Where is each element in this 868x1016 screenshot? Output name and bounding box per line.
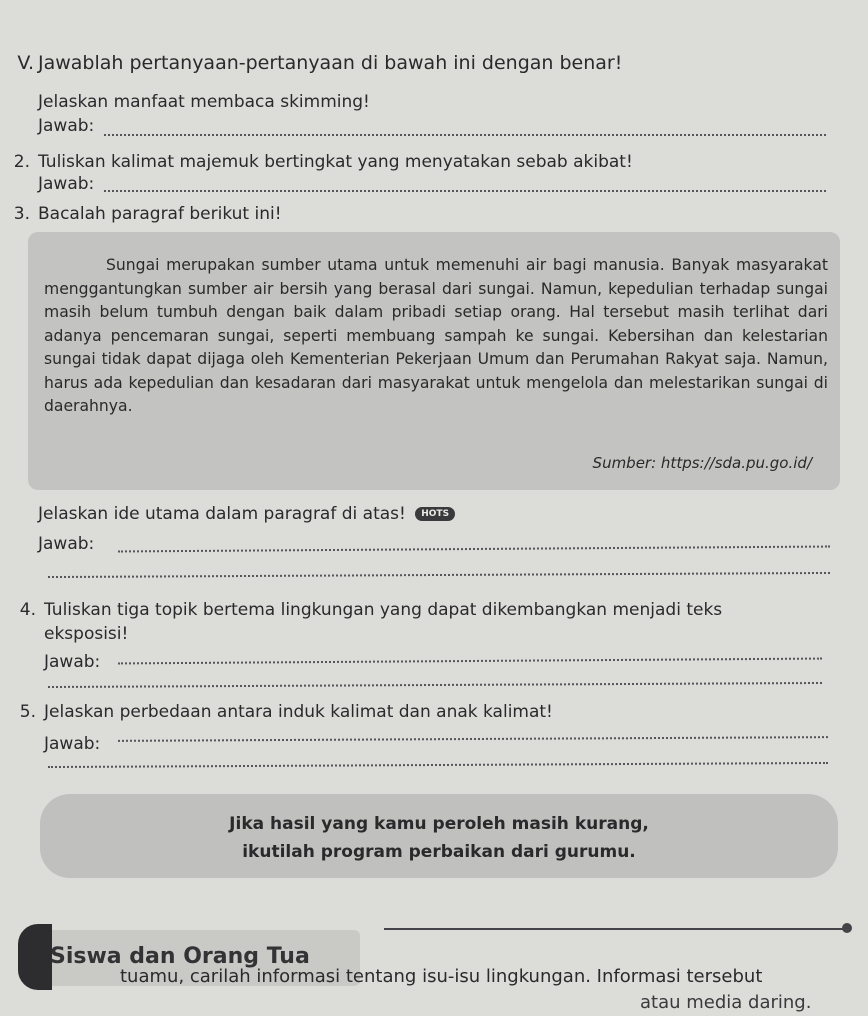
instruction-text: Jawablah pertanyaan-pertanyaan di bawah ini dengan benar! (38, 52, 623, 74)
banner-line-2: ikutilah program perbaikan dari gurumu. (242, 842, 636, 862)
bottom-text-line-2: atau media daring. (640, 992, 812, 1013)
hots-badge: HOTS (415, 507, 455, 521)
question-5-text: Jelaskan perbedaan antara induk kalimat dan anak kalimat! (44, 702, 553, 722)
question-1-answer-label: Jawab: (38, 116, 95, 136)
question-2-text: Tuliskan kalimat majemuk bertingkat yang menyatakan sebab akibat! (38, 152, 633, 172)
question-2 (13, 152, 633, 172)
question-3-answer-line-1[interactable] (118, 546, 830, 553)
bottom-text-line-1: tuamu, carilah informasi tentang isu-isu lingkungan. Informasi tersebut (120, 966, 763, 987)
question-4-answer-label: Jawab: (44, 652, 101, 672)
question-3 (13, 204, 282, 224)
question-5-answer-line-2[interactable] (48, 762, 828, 768)
question-3-followup (38, 504, 455, 524)
question-1 (38, 92, 370, 112)
section-number: V. (17, 52, 34, 74)
question-3-text: Bacalah paragraf berikut ini! (38, 204, 282, 224)
question-5-number: 5. (19, 702, 36, 722)
section-divider (384, 928, 844, 930)
question-4-answer-line-1[interactable] (118, 658, 822, 665)
question-2-answer-label: Jawab: (38, 174, 95, 194)
question-5-answer-label: Jawab: (44, 734, 101, 754)
question-4-answer-line-2[interactable] (48, 682, 822, 688)
question-5 (19, 702, 553, 722)
question-4-text-line1: Tuliskan tiga topik bertema lingkungan yang dapat dikembangkan menjadi teks (44, 600, 723, 620)
question-1-text: Jelaskan manfaat membaca skimming! (38, 92, 370, 112)
question-5-answer-line-1[interactable] (118, 736, 828, 742)
instruction-heading (0, 52, 622, 74)
question-1-answer-line[interactable] (104, 134, 826, 136)
reading-paragraph-text: Sungai merupakan sumber utama untuk memenuhi air bagi manusia. Banyak masyarakat menggantungkan sumber air bersih yang berasal dari sungai. Namun, kepedulian terhadap sungai masih belum tumbuh dengan baik dalam pribadi setiap orang. Hal tersebut masih terlihat dari adanya pencemaran sungai, seperti membuang sampah ke sungai. Kebersihan dan kelestarian sungai tidak dapat dijaga oleh Kementerian Pekerjaan Umum dan Perumahan Rakyat saja. Namun, harus ada kepedulian dan kesadaran dari masyarakat untuk mengelola dan melestarikan sungai di daerahnya. (44, 256, 828, 415)
question-2-number: 2. (13, 152, 30, 172)
question-3-followup-text: Jelaskan ide utama dalam paragraf di atas! (38, 504, 406, 524)
question-3-answer-label: Jawab: (38, 534, 95, 554)
paragraph-source: Sumber: https://sda.pu.go.id/ (592, 454, 812, 472)
section-title: Siswa dan Orang Tua (50, 944, 310, 969)
remedial-banner (40, 794, 838, 878)
question-4-text-line2: eksposisi! (44, 624, 129, 644)
question-3-number: 3. (13, 204, 30, 224)
reading-paragraph-box (28, 232, 840, 490)
question-3-answer-line-2[interactable] (48, 572, 830, 578)
banner-line-1: Jika hasil yang kamu peroleh masih kurang, (229, 814, 649, 834)
section-tab-cap (18, 924, 52, 990)
question-4 (19, 600, 723, 620)
section-divider-dot (842, 923, 852, 933)
question-4-number: 4. (19, 600, 36, 620)
question-2-answer-line[interactable] (104, 190, 826, 192)
